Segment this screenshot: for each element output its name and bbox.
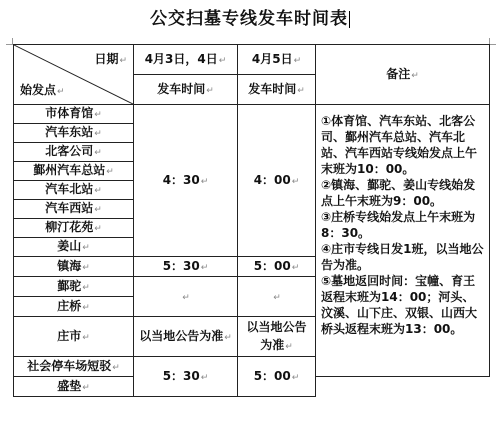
stop-cell: 姜山↵ bbox=[14, 238, 134, 257]
zhuangshi-time1: 以当地公告为准↵ bbox=[134, 317, 238, 357]
origin-label: 始发点↵ bbox=[20, 83, 65, 97]
notes-cell bbox=[316, 105, 490, 377]
schedule-table bbox=[13, 44, 490, 397]
note-item: ①体育馆、汽车东站、北客公司、鄞州汽车总站、汽车北站、汽车西站专线始发点上午末班为10：00。 bbox=[321, 114, 478, 176]
group1-time2: 4：00↵ bbox=[238, 105, 316, 257]
depart-time-header-2: 发车时间↵ bbox=[238, 75, 316, 105]
stop-cell: 汽车东站↵ bbox=[14, 124, 134, 143]
note-item: ③庄桥专线始发点上午末班为8：30。 bbox=[321, 210, 476, 240]
stop-cell: 社会停车场短驳↵ bbox=[14, 357, 134, 377]
zhenhai-time1: 5：30↵ bbox=[134, 257, 238, 277]
date1-header: 4月3日，4日↵ bbox=[134, 45, 238, 75]
stop-cell: 庄市↵ bbox=[14, 317, 134, 357]
zhuangshi-time2: 以当地公告为准↵ bbox=[238, 317, 316, 357]
stop-cell: 镇海↵ bbox=[14, 257, 134, 277]
stop-cell: 盛垫↵ bbox=[14, 377, 134, 397]
stop-cell: 鄞驼↵ bbox=[14, 277, 134, 297]
stop-cell: 北客公司↵ bbox=[14, 143, 134, 162]
stop-cell: 庄桥↵ bbox=[14, 297, 134, 317]
stop-cell: 汽车北站↵ bbox=[14, 181, 134, 200]
zhenhai-time2: 5：00↵ bbox=[238, 257, 316, 277]
header-diagonal-cell bbox=[14, 45, 134, 105]
group3-time1: ↵ bbox=[134, 277, 238, 317]
date-label: 日期↵ bbox=[94, 52, 127, 66]
note-item: ④庄市专线日发1班，以当地公告为准。 bbox=[321, 242, 484, 272]
text-cursor bbox=[349, 11, 350, 28]
group5-time2: 5：00↵ bbox=[238, 357, 316, 397]
group3-time2: ↵ bbox=[238, 277, 316, 317]
stop-cell: 柳汀花苑↵ bbox=[14, 219, 134, 238]
group1-time1: 4：30↵ bbox=[134, 105, 238, 257]
group5-time1: 5：30↵ bbox=[134, 357, 238, 397]
date2-header: 4月5日↵ bbox=[238, 45, 316, 75]
page-corner-mark-right bbox=[489, 38, 496, 45]
stop-cell: 市体育馆↵ bbox=[14, 105, 134, 124]
stop-cell: 汽车西站↵ bbox=[14, 200, 134, 219]
notes-header: 备注↵ bbox=[316, 45, 490, 105]
depart-time-header-1: 发车时间↵ bbox=[134, 75, 238, 105]
note-item: ②镇海、鄞驼、姜山专线始发点上午末班为9：00。 bbox=[321, 178, 476, 208]
note-item: ⑤墓地返回时间：宝幢、育王返程末班为14：00；河头、汶溪、山下庄、双银、山西大桥头返程末班为13：00。 bbox=[321, 274, 478, 336]
page-corner-mark-left bbox=[6, 38, 13, 45]
schedule-table-wrapper bbox=[13, 44, 489, 422]
page-title: 公交扫墓专线发车时间表 bbox=[150, 9, 348, 29]
stop-cell: 鄞州汽车总站↵ bbox=[14, 162, 134, 181]
